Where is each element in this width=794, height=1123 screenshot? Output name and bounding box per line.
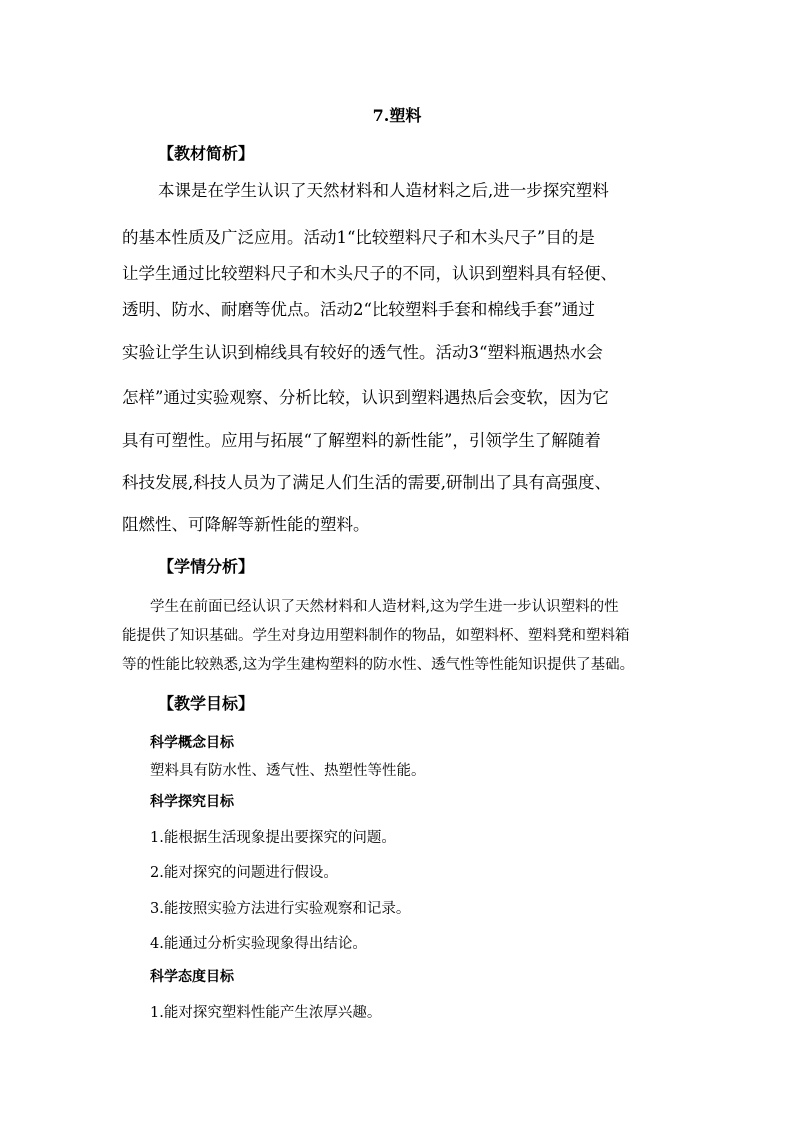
paragraph-line: 等的性能比较熟悉,这为学生建构塑料的防水性、透气性等性能知识提供了基础。 — [122, 657, 635, 673]
paragraph-line: 学生在前面已经认识了天然材料和人造材料,这为学生进一步认识塑料的性 — [150, 599, 619, 615]
objective-line: 3.能按照实验方法进行实验观察和记录。 — [150, 901, 411, 917]
objective-line: 1.能对探究塑料性能产生浓厚兴趣。 — [150, 1005, 382, 1021]
objective-line: 2.能对探究的问题进行假设。 — [150, 865, 338, 881]
page-title: 7.塑料 — [372, 106, 422, 125]
section-heading-teaching-objectives: 【教学目标】 — [158, 694, 255, 713]
objective-line: 4.能通过分析实验现象得出结论。 — [150, 936, 367, 952]
paragraph-line: 让学生通过比较塑料尺子和木头尺子的不同，认识到塑料具有轻便、 — [122, 264, 617, 283]
paragraph-line: 能提供了知识基础。学生对身边用塑料制作的物品，如塑料杯、塑料凳和塑料箱 — [122, 628, 630, 644]
sub-heading-inquiry-objectives: 科学探究目标 — [150, 794, 234, 810]
paragraph-line: 怎样”通过实验观察、分析比较，认识到塑料遇热后会变软，因为它 — [122, 388, 609, 407]
paragraph-line: 透明、防水、耐磨等优点。活动2“比较塑料手套和棉线手套”通过 — [122, 300, 595, 319]
objective-line: 1.能根据生活现象提出要探究的问题。 — [150, 830, 396, 846]
paragraph-line: 的基本性质及广泛应用。活动1“比较塑料尺子和木头尺子”目的是 — [122, 228, 595, 247]
objective-line: 塑料具有防水性、透气性、热塑性等性能。 — [150, 763, 426, 779]
sub-heading-concept-objectives: 科学概念目标 — [150, 735, 234, 751]
section-heading-learner-analysis: 【学情分析】 — [158, 557, 255, 576]
sub-heading-attitude-objectives: 科学态度目标 — [150, 969, 234, 985]
paragraph-line: 本课是在学生认识了天然材料和人造材料之后,进一步探究塑料 — [158, 181, 609, 200]
paragraph-line: 实验让学生认识到棉线具有较好的透气性。活动3“塑料瓶遇热水会 — [122, 343, 603, 362]
paragraph-line: 科技发展,科技人员为了满足人们生活的需要,研制出了具有高强度、 — [122, 473, 611, 492]
section-heading-textbook-analysis: 【教材简析】 — [158, 144, 255, 163]
paragraph-line: 具有可塑性。应用与拓展“了解塑料的新性能”，引领学生了解随着 — [122, 431, 601, 450]
paragraph-line: 阻燃性、可降解等新性能的塑料。 — [122, 515, 370, 534]
